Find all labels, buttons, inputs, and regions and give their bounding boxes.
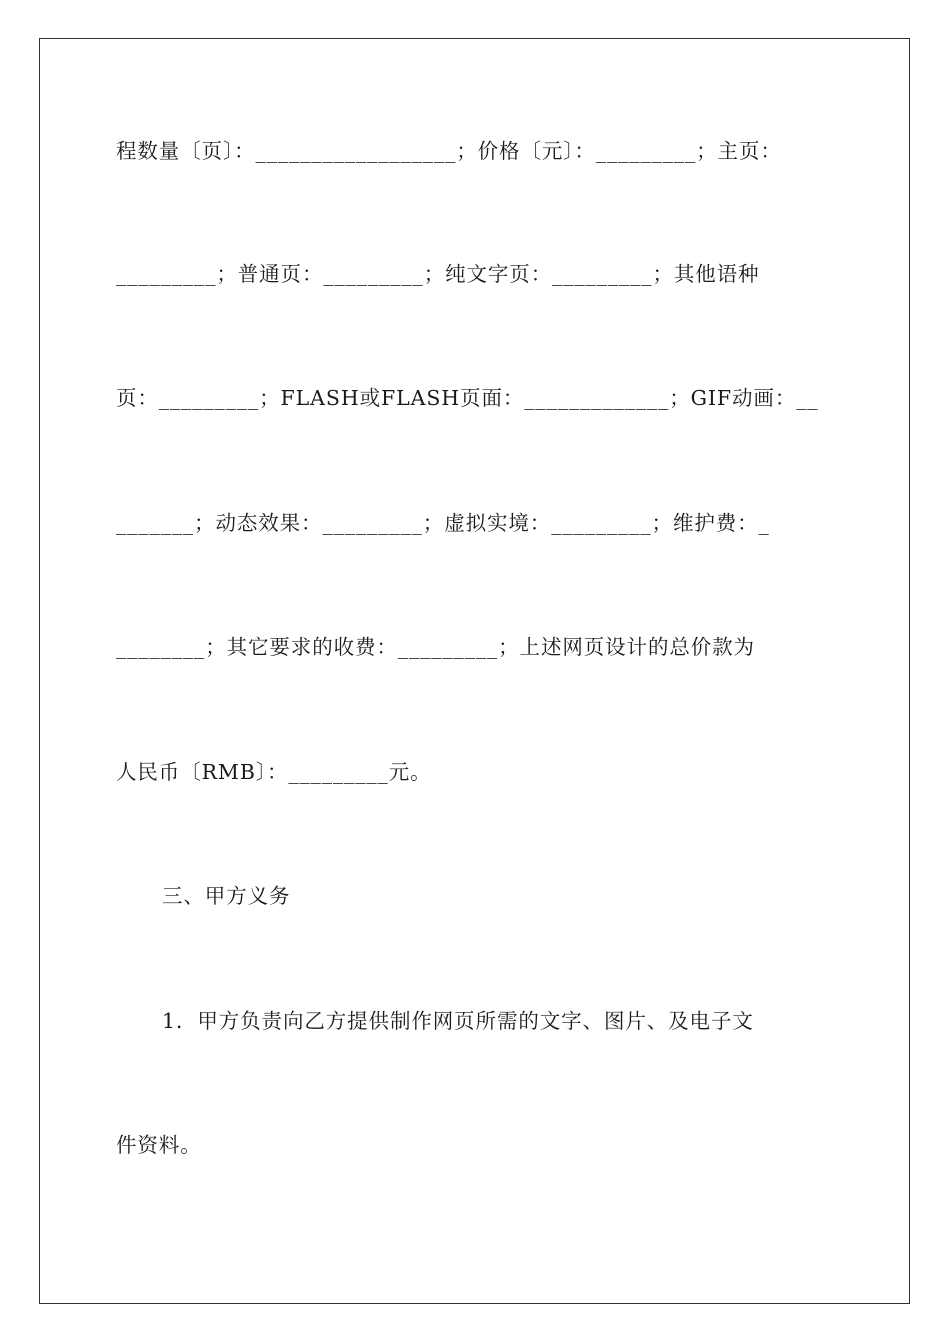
text-line-8: 1．甲方负责向乙方提供制作网页所需的文字、图片、及电子文	[162, 1009, 754, 1033]
text-line-3: 页：_________；FLASH或FLASH页面：_____________；GIF动画：__	[116, 386, 819, 410]
page-border	[39, 38, 910, 1304]
section-heading: 三、甲方义务	[162, 884, 291, 908]
text-line-2: _________；普通页：_________；纯文字页：_________；其他语种	[116, 262, 760, 286]
text-line-6: 人民币〔RMB〕：_________元。	[116, 760, 432, 784]
text-line-1: 程数量〔页〕：__________________；价格〔元〕：_________；主页：	[116, 139, 782, 163]
text-line-5: ________；其它要求的收费：_________；上述网页设计的总价款为	[116, 635, 755, 659]
text-line-9: 件资料。	[116, 1133, 202, 1157]
text-line-4: _______；动态效果：_________；虚拟实境：_________；维护费：_	[116, 511, 770, 535]
